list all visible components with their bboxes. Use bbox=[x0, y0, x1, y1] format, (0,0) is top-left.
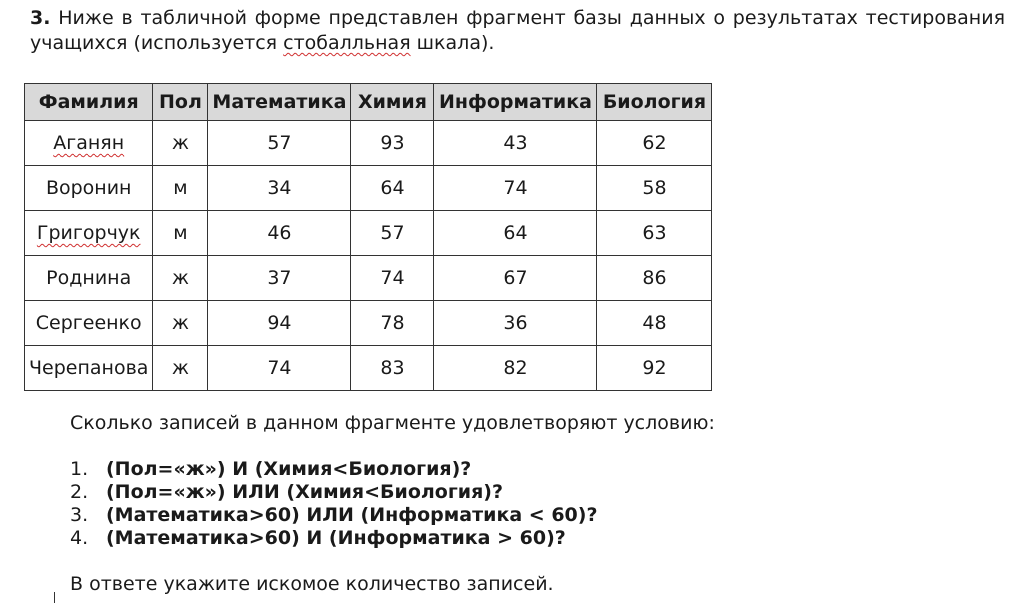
task-text-after: шкала). bbox=[410, 32, 495, 54]
cell-math: 34 bbox=[208, 166, 351, 211]
cell-surname bbox=[25, 211, 153, 256]
header-surname: Фамилия bbox=[25, 84, 153, 121]
cell-surname: Роднина bbox=[25, 256, 153, 301]
cell-math: 94 bbox=[208, 301, 351, 346]
cell-sex: ж bbox=[153, 301, 208, 346]
cell-sex: ж bbox=[153, 121, 208, 166]
task-number: 3. bbox=[30, 7, 51, 29]
cell-inf: 36 bbox=[434, 301, 597, 346]
cell-bio: 86 bbox=[597, 256, 712, 301]
table-row bbox=[25, 301, 712, 346]
header-bio: Биология bbox=[597, 84, 712, 121]
cell-inf: 82 bbox=[434, 346, 597, 391]
cell-math: 57 bbox=[208, 121, 351, 166]
table-header-row bbox=[25, 84, 712, 121]
cell-chem: 64 bbox=[351, 166, 434, 211]
header-math: Математика bbox=[208, 84, 351, 121]
condition-number: 4. bbox=[70, 527, 89, 549]
cell-surname: Воронин bbox=[25, 166, 153, 211]
cell-inf: 67 bbox=[434, 256, 597, 301]
cell-bio: 92 bbox=[597, 346, 712, 391]
cell-chem: 93 bbox=[351, 121, 434, 166]
cell-surname bbox=[25, 121, 153, 166]
cell-bio: 62 bbox=[597, 121, 712, 166]
table-row bbox=[25, 211, 712, 256]
condition-text: (Математика>60) И (Информатика > 60)? bbox=[106, 527, 566, 549]
cell-math: 46 bbox=[208, 211, 351, 256]
task-statement bbox=[30, 6, 1005, 56]
list-item bbox=[70, 458, 597, 481]
cell-sex: м bbox=[153, 211, 208, 256]
header-inf: Информатика bbox=[434, 84, 597, 121]
condition-number: 2. bbox=[70, 481, 89, 503]
surname-text: Григорчук bbox=[36, 222, 141, 244]
cell-surname: Сергеенко bbox=[25, 301, 153, 346]
cell-math: 74 bbox=[208, 346, 351, 391]
cell-sex: ж bbox=[153, 346, 208, 391]
cell-chem: 78 bbox=[351, 301, 434, 346]
condition-number: 1. bbox=[70, 458, 89, 480]
condition-text: (Пол=«ж») ИЛИ (Химия<Биология)? bbox=[106, 481, 503, 503]
cell-inf: 74 bbox=[434, 166, 597, 211]
text-cursor bbox=[54, 592, 55, 603]
cell-inf: 64 bbox=[434, 211, 597, 256]
list-item bbox=[70, 481, 597, 504]
table-row bbox=[25, 166, 712, 211]
table-row bbox=[25, 256, 712, 301]
cell-bio: 48 bbox=[597, 301, 712, 346]
cell-chem: 74 bbox=[351, 256, 434, 301]
condition-text: (Математика>60) ИЛИ (Информатика < 60)? bbox=[106, 504, 598, 526]
table-row bbox=[25, 346, 712, 391]
answer-note: В ответе укажите искомое количество записей. bbox=[70, 573, 554, 595]
cell-inf: 43 bbox=[434, 121, 597, 166]
cell-sex: ж bbox=[153, 256, 208, 301]
conditions-list bbox=[70, 458, 597, 550]
condition-text: (Пол=«ж») И (Химия<Биология)? bbox=[106, 458, 472, 480]
list-item bbox=[70, 504, 597, 527]
cell-chem: 83 bbox=[351, 346, 434, 391]
cell-surname: Черепанова bbox=[25, 346, 153, 391]
cell-bio: 58 bbox=[597, 166, 712, 211]
results-table bbox=[24, 83, 712, 391]
list-item bbox=[70, 527, 597, 550]
cell-bio: 63 bbox=[597, 211, 712, 256]
task-text-before: Ниже в табличной форме представлен фрагмент базы данных о результатах тестирования учащихся (используется bbox=[30, 7, 1005, 54]
cell-sex: м bbox=[153, 166, 208, 211]
task-text-underlined: стобалльная bbox=[283, 32, 411, 54]
cell-math: 37 bbox=[208, 256, 351, 301]
surname-text: Аганян bbox=[53, 132, 125, 154]
header-sex: Пол bbox=[153, 84, 208, 121]
condition-number: 3. bbox=[70, 504, 89, 526]
cell-chem: 57 bbox=[351, 211, 434, 256]
header-chem: Химия bbox=[351, 84, 434, 121]
table-row bbox=[25, 121, 712, 166]
question-text: Сколько записей в данном фрагменте удовлетворяют условию: bbox=[70, 412, 715, 434]
